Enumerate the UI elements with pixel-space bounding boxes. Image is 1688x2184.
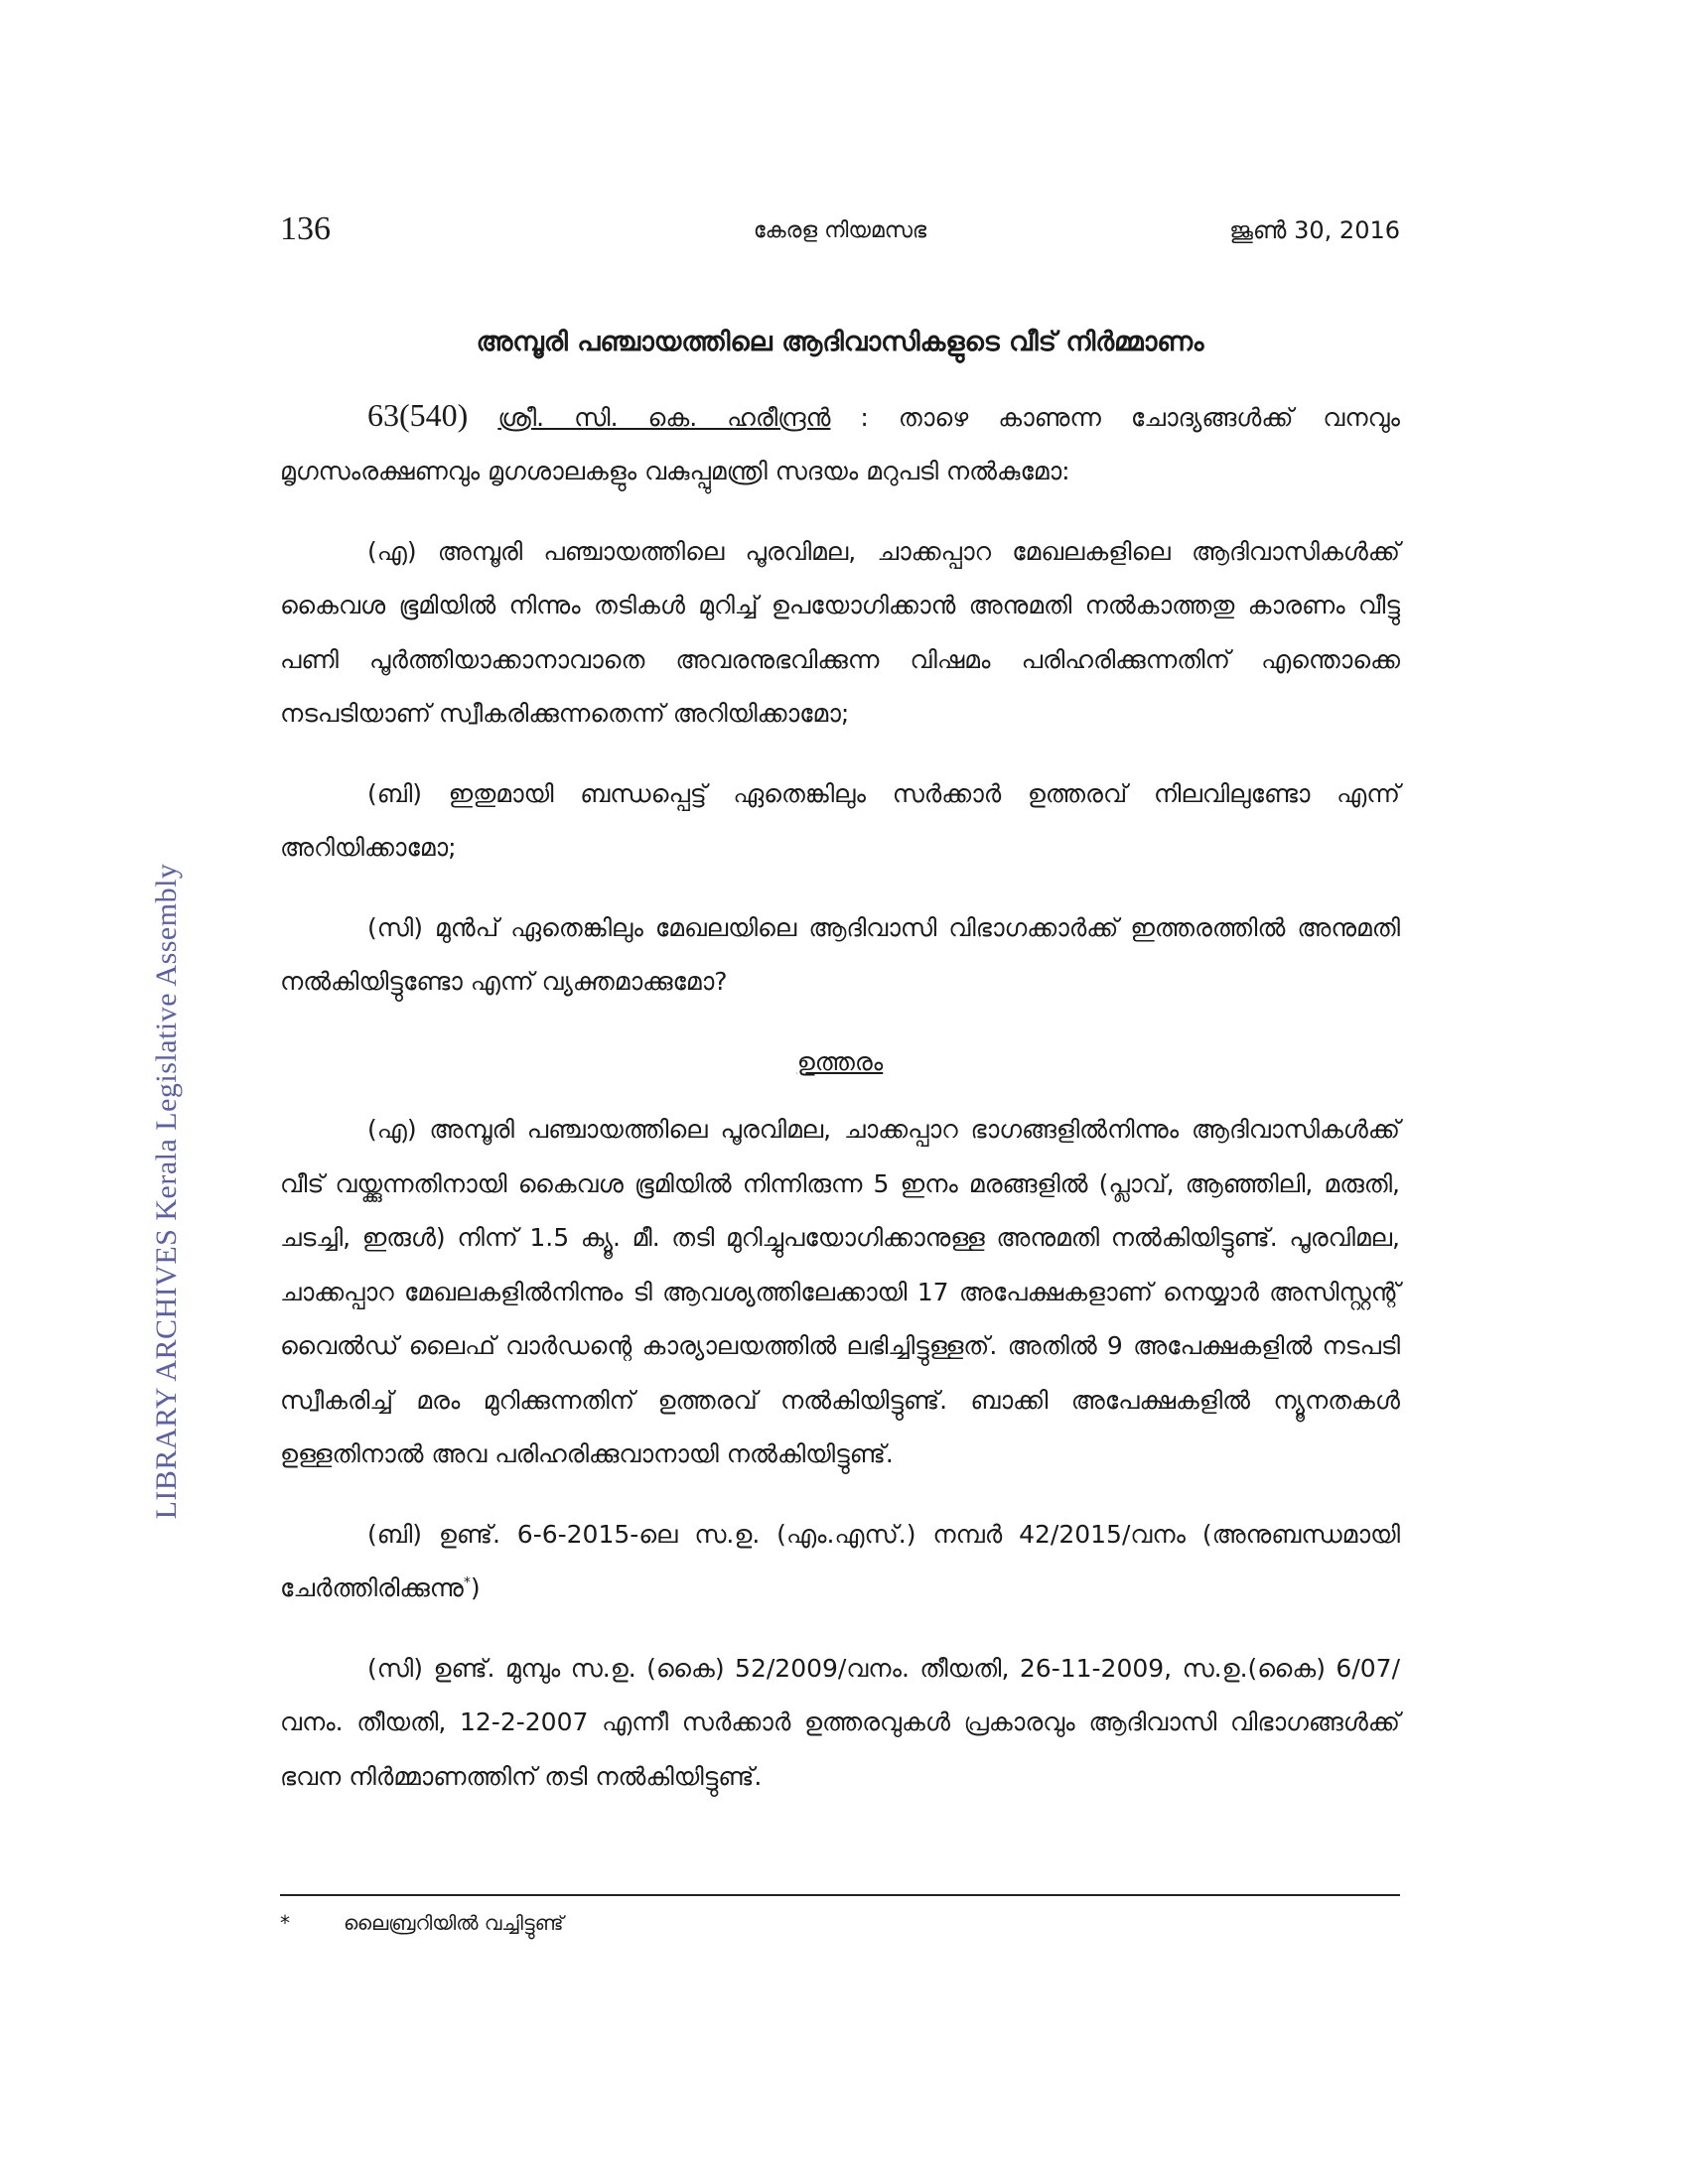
header-date: ജൂൺ 30, 2016	[1229, 216, 1400, 244]
footnote-divider	[280, 1894, 1400, 1896]
footnote-mark: *	[280, 1911, 290, 1935]
member-name: ശ്രീ. സി. കെ. ഹരീന്ദ്രൻ	[497, 402, 831, 432]
document-body	[280, 316, 1400, 1830]
answer-part-b	[280, 1508, 1400, 1616]
question-number: 63(540)	[367, 396, 469, 433]
footnote-text: ലൈബ്രറിയിൽ വച്ചിട്ടുണ്ട്	[344, 1911, 564, 1935]
question-title: അമ്പൂരി പഞ്ചായത്തിലെ ആദിവാസികളുടെ വീട് നിർമ്മാണം	[476, 327, 1204, 357]
running-head: കേരള നിയമസഭ	[753, 218, 927, 243]
question-part-c: (സി) മുൻപ് ഏതെങ്കിലും മേഖലയിലെ ആദിവാസി വിഭാഗക്കാർക്ക് ഇത്തരത്തിൽ അനുമതി നൽകിയിട്ടുണ്ടോ എന്ന് വ്യക്തമാക്കുമോ?	[280, 912, 1400, 996]
answer-part-b-text: (ബി) ഉണ്ട്. 6-6-2015-ലെ സ.ഉ. (എം.എസ്.) നമ്പർ 42/2015/വനം (അനുബന്ധമായി ചേർത്തിരിക്കുന്നു	[280, 1519, 1400, 1602]
question-part-b: (ബി) ഇതുമായി ബന്ധപ്പെട്ട് ഏതെങ്കിലും സർക്കാർ ഉത്തരവ് നിലവിലുണ്ടോ എന്ന് അറിയിക്കാമോ;	[280, 778, 1400, 862]
question-part-a: (എ) അമ്പൂരി പഞ്ചായത്തിലെ പൂരവിമല, ചാക്കപ്പാറ മേഖലകളിലെ ആദിവാസികൾക്ക് കൈവശ ഭൂമിയിൽ നിന്നും തടികൾ മുറിച്ച് ഉപയോഗിക്കാൻ അനുമതി നൽകാത്തതു കാരണം വീട്ടു പണി പൂർത്തിയാക്കാനാവാതെ അവരനുഭവിക്കുന്ന വിഷമം പരിഹരിക്കുന്നതിന് എന്തൊക്കെ നടപടിയാണ് സ്വീകരിക്കുന്നതെന്ന് അറിയിക്കാമോ;	[280, 536, 1400, 728]
question-intro-text: : താഴെ കാണുന്ന ചോദ്യങ്ങൾക്ക് വനവും മൃഗസംരക്ഷണവും മൃഗശാലകളും വകുപ്പുമന്ത്രി സദയം മറുപടി നൽകുമോ:	[280, 402, 1400, 485]
page-number: 136	[280, 210, 331, 247]
answer-part-a: (എ) അമ്പൂരി പഞ്ചായത്തിലെ പൂരവിമല, ചാക്കപ്പാറ ഭാഗങ്ങളിൽനിന്നും ആദിവാസികൾക്ക് വീട് വയ്ക്കുന്നതിനായി കൈവശ ഭൂമിയിൽ നിന്നിരുന്ന 5 ഇനം മരങ്ങളിൽ (പ്ലാവ്, ആഞ്ഞിലി, മരുതി, ചടച്ചി, ഇരുൾ) നിന്ന് 1.5 ക്യൂ. മീ. തടി മുറിച്ചുപയോഗിക്കാനുള്ള അനുമതി നൽകിയിട്ടുണ്ട്. പൂരവിമല, ചാക്കപ്പാറ മേഖലകളിൽനിന്നും ടി ആവശ്യത്തിലേക്കായി 17 അപേക്ഷകളാണ് നെയ്യാർ അസിസ്റ്റന്റ് വൈൽഡ് ലൈഫ് വാർഡന്റെ കാര്യാലയത്തിൽ ലഭിച്ചിട്ടുള്ളത്. അതിൽ 9 അപേക്ഷകളിൽ നടപടി സ്വീകരിച്ച് മരം മുറിക്കുന്നതിന് ഉത്തരവ് നൽകിയിട്ടുണ്ട്. ബാക്കി അപേക്ഷകളിൽ ന്യൂനതകൾ ഉള്ളതിനാൽ അവ പരിഹരിക്കുവാനായി നൽകിയിട്ടുണ്ട്.	[280, 1115, 1400, 1468]
answer-part-c: (സി) ഉണ്ട്. മുമ്പും സ.ഉ. (കൈ) 52/2009/വനം. തീയതി, 26-11-2009, സ.ഉ.(കൈ) 6/07/ വനം. തീയതി, 12-2-2007 എന്നീ സർക്കാർ ഉത്തരവുകൾ പ്രകാരവും ആദിവാസി വിഭാഗങ്ങൾക്ക് ഭവന നിർമ്മാണത്തിന് തടി നൽകിയിട്ടുണ്ട്.	[280, 1653, 1400, 1791]
question-intro	[280, 388, 1400, 499]
archive-watermark: LIBRARY ARCHIVES Kerala Legislative Assembly	[150, 863, 183, 1520]
annex-footnote-mark: *	[463, 1574, 471, 1591]
annex-close-paren: )	[470, 1573, 481, 1602]
answer-heading: ഉത്തരം	[796, 1046, 884, 1076]
page-header	[280, 210, 1400, 254]
footnote	[280, 1911, 1400, 1935]
